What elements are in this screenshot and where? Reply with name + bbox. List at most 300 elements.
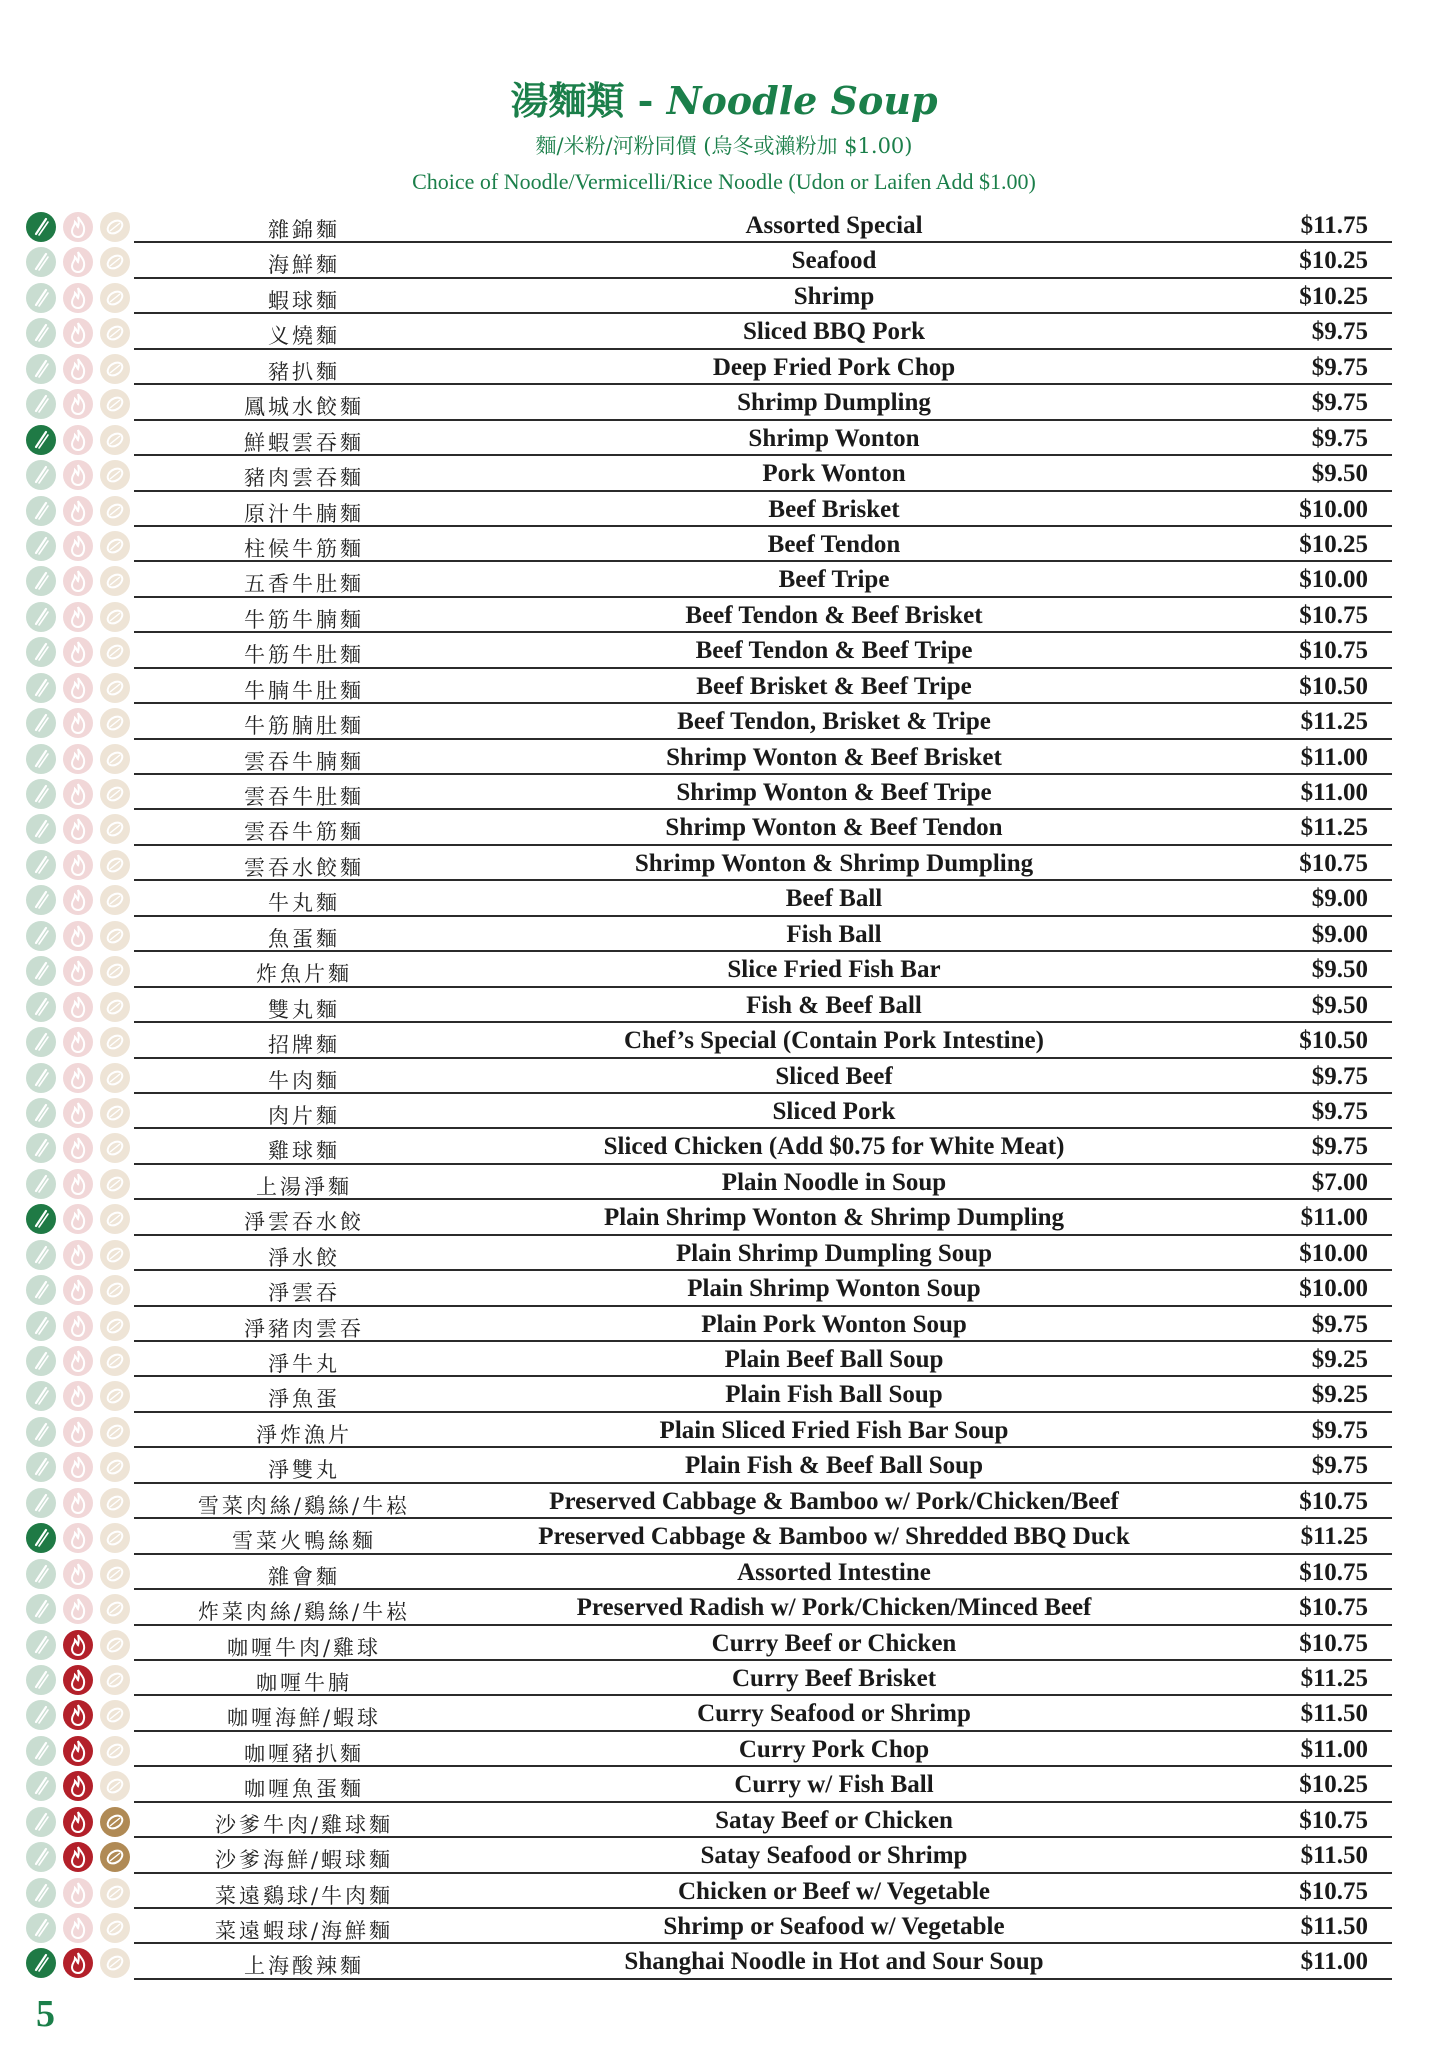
item-name-en: Pork Wonton	[762, 460, 906, 488]
chopsticks-icon	[26, 1488, 56, 1518]
spicy-flame-icon	[63, 708, 93, 738]
menu-item-row	[26, 421, 1392, 456]
peanut-icon	[100, 1842, 130, 1872]
diet-icons	[26, 885, 136, 915]
diet-icons	[26, 1381, 136, 1411]
peanut-icon	[100, 247, 130, 277]
chopsticks-icon	[26, 1133, 56, 1163]
menu-item-row	[26, 669, 1392, 704]
menu-item-row	[26, 775, 1392, 810]
item-price: $10.75	[1299, 1629, 1368, 1657]
item-price: $9.00	[1311, 885, 1368, 913]
item-price: $9.50	[1311, 991, 1368, 1019]
item-name-en: Plain Shrimp Wonton & Shrimp Dumpling	[603, 1204, 1065, 1232]
item-name-zh: 雲吞牛肚麵	[244, 785, 364, 809]
item-name-zh: 豬扒麵	[268, 359, 340, 384]
chopsticks-icon	[26, 1594, 56, 1624]
item-name-en: Shrimp Wonton & Shrimp Dumpling	[634, 849, 1034, 877]
peanut-icon	[100, 673, 130, 703]
chopsticks-icon	[26, 1523, 56, 1553]
spicy-flame-icon	[63, 212, 93, 242]
menu-item-row	[26, 279, 1392, 314]
chopsticks-icon	[26, 1417, 56, 1447]
chopsticks-icon	[26, 1381, 56, 1411]
menu-item-row	[26, 456, 1392, 491]
menu-item-row	[26, 1377, 1392, 1412]
item-name-zh: 海鮮麵	[268, 253, 340, 278]
item-price: $9.00	[1311, 920, 1368, 948]
menu-item-line	[134, 952, 1392, 987]
menu-item-line	[134, 492, 1392, 527]
peanut-icon	[100, 1594, 130, 1624]
peanut-icon	[100, 850, 130, 880]
peanut-icon	[100, 1063, 130, 1093]
menu-item-row	[26, 1236, 1392, 1271]
item-name-en: Plain Fish & Beef Ball Soup	[685, 1452, 983, 1480]
menu-item-row	[26, 1271, 1392, 1306]
menu-item-line	[134, 1944, 1392, 1979]
item-name-en: Curry w/ Fish Ball	[734, 1771, 934, 1799]
spicy-flame-icon	[63, 673, 93, 703]
spicy-flame-icon	[63, 1665, 93, 1695]
item-name-en: Plain Shrimp Wonton Soup	[687, 1275, 981, 1303]
diet-icons	[26, 779, 136, 809]
diet-icons	[26, 850, 136, 880]
chopsticks-icon	[26, 1878, 56, 1908]
spicy-flame-icon	[63, 425, 93, 455]
chopsticks-icon	[26, 992, 56, 1022]
menu-item-row	[26, 350, 1392, 385]
menu-item-row	[26, 633, 1392, 668]
diet-icons	[26, 1736, 136, 1766]
menu-item-line	[134, 208, 1392, 243]
item-price: $10.25	[1299, 530, 1368, 558]
spicy-flame-icon	[63, 779, 93, 809]
spicy-flame-icon	[63, 460, 93, 490]
chopsticks-icon	[26, 1700, 56, 1730]
item-name-en: Shrimp Wonton & Beef Brisket	[666, 743, 1002, 771]
item-price: $10.75	[1299, 1877, 1368, 1905]
menu-item-row	[26, 243, 1392, 278]
menu-item-row	[26, 917, 1392, 952]
spicy-flame-icon	[63, 885, 93, 915]
item-name-en: Fish Ball	[786, 920, 882, 948]
chopsticks-icon	[26, 1346, 56, 1376]
peanut-icon	[100, 1098, 130, 1128]
chopsticks-icon	[26, 1169, 56, 1199]
chopsticks-icon	[26, 814, 56, 844]
item-name-zh: 雲吞牛筋麵	[244, 820, 364, 845]
spicy-flame-icon	[63, 1700, 93, 1730]
item-price: $9.75	[1311, 1133, 1368, 1161]
item-name-en: Plain Noodle in Soup	[721, 1168, 947, 1196]
chopsticks-icon	[26, 531, 56, 561]
chopsticks-icon	[26, 1559, 56, 1589]
item-name-en: Plain Shrimp Dumpling Soup	[675, 1239, 993, 1267]
chopsticks-icon	[26, 1311, 56, 1341]
spicy-flame-icon	[63, 1523, 93, 1553]
item-name-zh: 鳳城水餃麵	[244, 395, 364, 420]
peanut-icon	[100, 460, 130, 490]
item-name-zh: 雲吞牛腩麵	[244, 749, 364, 774]
menu-item-line	[134, 1626, 1392, 1661]
item-price: $10.25	[1299, 282, 1368, 310]
peanut-icon	[100, 1523, 130, 1553]
chopsticks-icon	[26, 1842, 56, 1872]
item-name-en: Shrimp Wonton & Beef Tendon	[665, 814, 1003, 842]
peanut-icon	[100, 1381, 130, 1411]
menu-item-line	[134, 846, 1392, 881]
peanut-icon	[100, 212, 130, 242]
menu-item-line	[134, 1696, 1392, 1731]
item-name-zh: 淨水餃	[268, 1245, 340, 1270]
item-price: $10.75	[1299, 1487, 1368, 1515]
item-price: $10.00	[1299, 495, 1368, 523]
menu-item-line	[134, 421, 1392, 456]
chopsticks-icon	[26, 1948, 56, 1978]
diet-icons	[26, 531, 136, 561]
menu-item-row	[26, 881, 1392, 916]
menu-item-line	[134, 243, 1392, 278]
menu-item-row	[26, 1342, 1392, 1377]
menu-item-line	[134, 1661, 1392, 1696]
peanut-icon	[100, 992, 130, 1022]
item-name-en: Seafood	[791, 247, 877, 275]
chopsticks-icon	[26, 673, 56, 703]
peanut-icon	[100, 1240, 130, 1270]
menu-item-line	[134, 1236, 1392, 1271]
peanut-icon	[100, 496, 130, 526]
item-price: $9.75	[1311, 1416, 1368, 1444]
item-price: $11.00	[1300, 1735, 1368, 1763]
item-name-zh: 蝦球麵	[268, 288, 340, 313]
item-name-en: Plain Fish Ball Soup	[725, 1381, 943, 1409]
spicy-flame-icon	[63, 1346, 93, 1376]
peanut-icon	[100, 1346, 130, 1376]
menu-item-line	[134, 598, 1392, 633]
item-name-en: Beef Tripe	[778, 566, 890, 594]
menu-item-row	[26, 1307, 1392, 1342]
spicy-flame-icon	[63, 602, 93, 632]
menu-item-line	[134, 704, 1392, 739]
chopsticks-icon	[26, 1204, 56, 1234]
chopsticks-icon	[26, 212, 56, 242]
menu-item-row	[26, 810, 1392, 845]
item-name-zh: 雜錦麵	[268, 218, 340, 242]
item-name-zh: 淨雙丸	[268, 1458, 340, 1483]
menu-item-row	[26, 1661, 1392, 1696]
item-price: $9.75	[1311, 318, 1368, 346]
peanut-icon	[100, 1275, 130, 1305]
item-name-zh: 菜遠鷄球/牛肉麵	[214, 1883, 394, 1908]
item-name-en: Shrimp or Seafood w/ Vegetable	[663, 1913, 1005, 1940]
item-name-en: Satay Beef or Chicken	[715, 1806, 953, 1834]
item-name-en: Shrimp Wonton	[748, 424, 920, 452]
diet-icons	[26, 1417, 136, 1447]
menu-item-row	[26, 1767, 1392, 1802]
item-name-en: Slice Fried Fish Bar	[727, 956, 941, 984]
item-name-en: Curry Pork Chop	[738, 1735, 930, 1763]
item-price: $10.75	[1299, 849, 1368, 877]
chopsticks-icon	[26, 1913, 56, 1943]
menu-item-line	[134, 775, 1392, 810]
menu-item-line	[134, 1909, 1392, 1944]
diet-icons	[26, 1240, 136, 1270]
menu-item-line	[134, 1874, 1392, 1909]
item-name-en: Preserved Cabbage & Bamboo w/ Shredded BBQ Duck	[538, 1523, 1130, 1551]
chopsticks-icon	[26, 1275, 56, 1305]
chopsticks-icon	[26, 389, 56, 419]
menu-item-row	[26, 1059, 1392, 1094]
diet-icons	[26, 708, 136, 738]
menu-item-row	[26, 1803, 1392, 1838]
menu-item-row	[26, 846, 1392, 881]
item-name-zh: 上海酸辣麵	[244, 1954, 364, 1979]
peanut-icon	[100, 1204, 130, 1234]
chopsticks-icon	[26, 1807, 56, 1837]
peanut-icon	[100, 921, 130, 951]
menu-item-line	[134, 1555, 1392, 1590]
diet-icons	[26, 1842, 136, 1872]
item-name-zh: 淨魚蛋	[268, 1387, 340, 1412]
spicy-flame-icon	[63, 1736, 93, 1766]
chopsticks-icon	[26, 283, 56, 313]
peanut-icon	[100, 602, 130, 632]
item-name-zh: 鮮蝦雲吞麵	[244, 430, 364, 455]
menu-item-row	[26, 208, 1392, 243]
chopsticks-icon	[26, 744, 56, 774]
spicy-flame-icon	[63, 956, 93, 986]
item-name-zh: 牛丸麵	[268, 891, 340, 916]
menu-item-row	[26, 1165, 1392, 1200]
menu-item-line	[134, 350, 1392, 385]
item-price: $9.75	[1311, 353, 1368, 381]
item-name-zh: 淨炸漁片	[256, 1422, 352, 1447]
item-name-en: Shrimp	[793, 282, 875, 310]
item-name-zh: 牛筋腩肚麵	[244, 714, 364, 739]
item-name-en: Beef Brisket	[768, 495, 900, 523]
menu-item-line	[134, 740, 1392, 775]
spicy-flame-icon	[63, 921, 93, 951]
item-price: $10.75	[1299, 637, 1368, 665]
menu-item-line	[134, 1094, 1392, 1129]
menu-item-row	[26, 740, 1392, 775]
item-price: $10.00	[1299, 566, 1368, 594]
menu-item-line	[134, 810, 1392, 845]
item-price: $11.50	[1300, 1842, 1368, 1870]
item-name-zh: 肉片麵	[268, 1103, 340, 1128]
item-name-zh: 沙爹海鮮/蝦球麵	[214, 1848, 394, 1873]
chopsticks-icon	[26, 425, 56, 455]
spicy-flame-icon	[63, 637, 93, 667]
item-name-zh: 雜會麵	[268, 1564, 340, 1589]
spicy-flame-icon	[63, 1417, 93, 1447]
peanut-icon	[100, 1700, 130, 1730]
item-price: $10.00	[1299, 1275, 1368, 1303]
menu-item-line	[134, 633, 1392, 668]
menu-item-line	[134, 1200, 1392, 1235]
diet-icons	[26, 425, 136, 455]
spicy-flame-icon	[63, 389, 93, 419]
chopsticks-icon	[26, 318, 56, 348]
menu-item-line	[134, 1377, 1392, 1412]
menu-item-line	[134, 1732, 1392, 1767]
item-name-en: Beef Tendon & Beef Tripe	[695, 637, 973, 665]
peanut-icon	[100, 744, 130, 774]
peanut-icon	[100, 1027, 130, 1057]
menu-item-row	[26, 1944, 1392, 1979]
item-price: $9.75	[1311, 389, 1368, 417]
diet-icons	[26, 1133, 136, 1163]
item-name-zh: 咖喱豬扒麵	[244, 1741, 364, 1766]
item-name-en: Beef Tendon & Beef Brisket	[685, 601, 983, 629]
item-name-en: Preserved Radish w/ Pork/Chicken/Minced Beef	[576, 1594, 1092, 1622]
chopsticks-icon	[26, 1771, 56, 1801]
chopsticks-icon	[26, 885, 56, 915]
item-name-zh: 沙爹牛肉/雞球麵	[214, 1812, 394, 1837]
spicy-flame-icon	[63, 1594, 93, 1624]
chopsticks-icon	[26, 354, 56, 384]
chopsticks-icon	[26, 496, 56, 526]
spicy-flame-icon	[63, 992, 93, 1022]
spicy-flame-icon	[63, 1630, 93, 1660]
peanut-icon	[100, 354, 130, 384]
item-name-zh: 淨豬肉雲吞	[244, 1316, 364, 1341]
menu-item-row	[26, 988, 1392, 1023]
item-price: $9.50	[1311, 460, 1368, 488]
item-name-zh: 义燒麵	[268, 324, 340, 349]
item-price: $10.00	[1299, 1239, 1368, 1267]
peanut-icon	[100, 425, 130, 455]
menu-item-line	[134, 1803, 1392, 1838]
menu-item-line	[134, 314, 1392, 349]
chopsticks-icon	[26, 1452, 56, 1482]
peanut-icon	[100, 531, 130, 561]
diet-icons	[26, 744, 136, 774]
item-price: $11.50	[1300, 1700, 1368, 1728]
diet-icons	[26, 956, 136, 986]
item-name-en: Curry Seafood or Shrimp	[697, 1700, 971, 1728]
menu-item-row	[26, 1590, 1392, 1625]
section-title-en: Noodle Soup	[666, 78, 938, 123]
menu-item-row	[26, 1200, 1392, 1235]
menu-item-line	[134, 385, 1392, 420]
item-name-zh: 咖喱海鮮/蝦球	[226, 1706, 382, 1731]
item-name-zh: 雲吞水餃麵	[244, 855, 364, 880]
item-name-zh: 豬肉雲吞麵	[244, 466, 364, 491]
peanut-icon	[100, 637, 130, 667]
item-price: $11.50	[1300, 1913, 1368, 1940]
menu-item-line	[134, 988, 1392, 1023]
page-number: 5	[36, 1993, 55, 2035]
menu-item-line	[134, 1767, 1392, 1802]
peanut-icon	[100, 1169, 130, 1199]
chopsticks-icon	[26, 637, 56, 667]
menu-item-row	[26, 1626, 1392, 1661]
section-title	[0, 74, 1448, 128]
item-name-en: Fish & Beef Ball	[746, 991, 922, 1019]
spicy-flame-icon	[63, 1948, 93, 1978]
item-name-en: Sliced Beef	[775, 1062, 893, 1090]
peanut-icon	[100, 1913, 130, 1943]
peanut-icon	[100, 1452, 130, 1482]
diet-icons	[26, 1098, 136, 1128]
menu-item-row	[26, 1696, 1392, 1731]
chopsticks-icon	[26, 566, 56, 596]
diet-icons	[26, 1452, 136, 1482]
diet-icons	[26, 460, 136, 490]
menu-header	[0, 74, 1448, 198]
item-name-en: Plain Pork Wonton Soup	[701, 1310, 967, 1338]
item-price: $9.75	[1311, 1310, 1368, 1338]
diet-icons	[26, 1665, 136, 1695]
item-name-en: Plain Sliced Fried Fish Bar Soup	[659, 1416, 1009, 1444]
peanut-icon	[100, 779, 130, 809]
item-name-en: Beef Brisket & Beef Tripe	[696, 672, 972, 700]
menu-item-line	[134, 1129, 1392, 1164]
chopsticks-icon	[26, 460, 56, 490]
menu-item-row	[26, 1874, 1392, 1909]
item-name-zh: 魚蛋麵	[268, 926, 340, 951]
item-name-zh: 雙丸麵	[268, 997, 340, 1022]
spicy-flame-icon	[63, 1240, 93, 1270]
menu-item-row	[26, 1732, 1392, 1767]
menu-item-row	[26, 562, 1392, 597]
item-price: $9.25	[1311, 1346, 1368, 1373]
spicy-flame-icon	[63, 1311, 93, 1341]
peanut-icon	[100, 1630, 130, 1660]
item-name-en: Shrimp Wonton & Beef Tripe	[676, 779, 992, 806]
item-name-zh: 淨牛丸	[268, 1352, 340, 1376]
diet-icons	[26, 814, 136, 844]
item-name-zh: 菜遠蝦球/海鮮麵	[214, 1919, 394, 1943]
item-name-en: Chef’s Special (Contain Pork Intestine)	[624, 1027, 1044, 1055]
item-name-en: Sliced Chicken (Add $0.75 for White Meat)	[603, 1133, 1065, 1161]
diet-icons	[26, 247, 136, 277]
section-title-zh: 湯麵類 -	[510, 78, 654, 123]
spicy-flame-icon	[63, 1842, 93, 1872]
item-price: $9.25	[1311, 1381, 1368, 1409]
menu-item-line	[134, 456, 1392, 491]
chopsticks-icon	[26, 1240, 56, 1270]
spicy-flame-icon	[63, 1807, 93, 1837]
peanut-icon	[100, 1878, 130, 1908]
chopsticks-icon	[26, 1665, 56, 1695]
peanut-icon	[100, 1488, 130, 1518]
menu-item-line	[134, 1307, 1392, 1342]
item-name-zh: 炸魚片麵	[256, 962, 352, 987]
item-price: $11.25	[1300, 1664, 1368, 1692]
diet-icons	[26, 1878, 136, 1908]
item-name-zh: 牛筋牛肚麵	[244, 643, 364, 668]
menu-item-line	[134, 1484, 1392, 1519]
peanut-icon	[100, 1736, 130, 1766]
item-price: $9.75	[1311, 1097, 1368, 1125]
item-price: $9.75	[1311, 1452, 1368, 1480]
chopsticks-icon	[26, 850, 56, 880]
chopsticks-icon	[26, 1063, 56, 1093]
menu-item-line	[134, 1023, 1392, 1058]
diet-icons	[26, 673, 136, 703]
item-name-en: Curry Beef or Chicken	[711, 1629, 957, 1657]
spicy-flame-icon	[63, 1488, 93, 1518]
diet-icons	[26, 318, 136, 348]
diet-icons	[26, 1948, 136, 1978]
spicy-flame-icon	[63, 1771, 93, 1801]
spicy-flame-icon	[63, 283, 93, 313]
menu-item-line	[134, 527, 1392, 562]
spicy-flame-icon	[63, 1204, 93, 1234]
